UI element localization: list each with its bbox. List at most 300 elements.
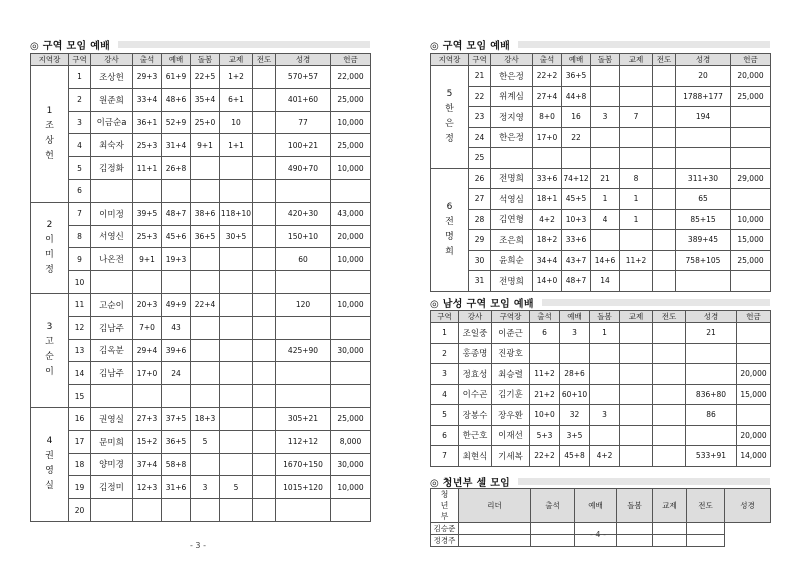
table-cell <box>620 127 653 148</box>
page-number: - 4 - <box>590 530 606 539</box>
table-cell: 17 <box>69 430 91 453</box>
district-worship-table-p4 <box>430 53 771 292</box>
table-cell <box>91 385 133 408</box>
table-cell: 836+80 <box>686 384 737 405</box>
table-cell: 4 <box>431 384 459 405</box>
table-cell: 24 <box>162 362 191 385</box>
table-cell: 21 <box>686 323 737 344</box>
table-cell <box>591 148 620 169</box>
table-cell: 21 <box>469 66 491 87</box>
table-cell: 26 <box>469 168 491 189</box>
table-cell: 8 <box>620 168 653 189</box>
table-cell <box>191 271 220 294</box>
table-cell <box>653 384 686 405</box>
table-cell: 5 <box>191 430 220 453</box>
table-cell: 18 <box>69 453 91 476</box>
table-cell: 11+1 <box>133 157 162 180</box>
column-header: 전도 <box>653 311 686 323</box>
table-cell <box>220 362 253 385</box>
table-cell: 150+10 <box>276 225 331 248</box>
table-row <box>431 107 771 128</box>
table-cell: 23 <box>469 107 491 128</box>
table-cell: 16 <box>69 407 91 430</box>
table-cell: 30 <box>469 250 491 271</box>
table-cell <box>590 425 620 446</box>
table-cell: 48+7 <box>562 271 591 292</box>
table-cell <box>653 127 676 148</box>
table-cell: 15 <box>69 385 91 408</box>
table-cell <box>191 157 220 180</box>
table-cell: 36+1 <box>133 111 162 134</box>
table-cell <box>590 384 620 405</box>
table-row <box>431 384 771 405</box>
column-header: 헌금 <box>737 311 771 323</box>
table-cell: 위계심 <box>491 86 533 107</box>
table-cell <box>253 499 276 522</box>
table-cell <box>562 148 591 169</box>
column-header: 구역장 <box>492 311 530 323</box>
table-cell: 1+2 <box>220 66 253 89</box>
table-cell: 윤희순 <box>491 250 533 271</box>
column-header: 지역장 <box>431 54 469 66</box>
table-cell: 7 <box>620 107 653 128</box>
table-cell: 20,000 <box>731 66 771 87</box>
table-cell <box>91 499 133 522</box>
table-cell <box>531 535 575 547</box>
table-cell <box>676 148 731 169</box>
table-cell <box>276 499 331 522</box>
table-cell <box>620 364 653 385</box>
district-worship-table-p3 <box>30 53 371 522</box>
table-row <box>31 362 371 385</box>
table-cell: 758+105 <box>676 250 731 271</box>
table-cell <box>591 230 620 251</box>
section-title-district: ◎ 구역 모임 예배 <box>30 38 370 50</box>
table-cell: 최숙자 <box>91 134 133 157</box>
table-cell <box>620 323 653 344</box>
table-cell: 31+6 <box>162 476 191 499</box>
table-cell: 10 <box>220 111 253 134</box>
table-cell: 490+70 <box>276 157 331 180</box>
table-cell: 45+5 <box>562 189 591 210</box>
table-cell: 전명희 <box>491 168 533 189</box>
table-cell: 27 <box>469 189 491 210</box>
table-cell: 9+1 <box>191 134 220 157</box>
table-cell: 14+0 <box>533 271 562 292</box>
table-row <box>431 271 771 292</box>
table-cell <box>253 66 276 89</box>
table-cell: 권영실 <box>91 407 133 430</box>
table-cell <box>620 271 653 292</box>
table-cell: 420+30 <box>276 202 331 225</box>
table-cell <box>653 405 686 426</box>
table-cell: 서영신 <box>91 225 133 248</box>
table-cell: 25,000 <box>731 250 771 271</box>
table-cell <box>560 343 590 364</box>
table-cell: 이준근 <box>492 323 530 344</box>
table-row <box>31 430 371 453</box>
table-cell: 이수곤 <box>459 384 492 405</box>
table-cell <box>191 248 220 271</box>
table-cell: 김남주 <box>91 362 133 385</box>
district-leader-cell <box>31 407 69 521</box>
table-cell: 20 <box>69 499 91 522</box>
column-header: 교제 <box>220 54 253 66</box>
table-cell <box>276 271 331 294</box>
district-leader-cell <box>31 202 69 293</box>
table-cell: 14,000 <box>737 446 771 467</box>
table-row <box>31 111 371 134</box>
table-cell: 58+8 <box>162 453 191 476</box>
table-cell <box>676 271 731 292</box>
table-row <box>431 148 771 169</box>
table-cell: 4 <box>591 209 620 230</box>
column-header: 구역 <box>431 311 459 323</box>
table-cell <box>331 385 371 408</box>
table-cell: 김기훈 <box>492 384 530 405</box>
table-cell <box>591 66 620 87</box>
table-cell <box>253 179 276 202</box>
table-cell <box>737 405 771 426</box>
table-cell: 425+90 <box>276 339 331 362</box>
table-cell: 20 <box>676 66 731 87</box>
table-row <box>431 323 771 344</box>
table-cell: 86 <box>686 405 737 426</box>
table-cell <box>253 316 276 339</box>
table-cell <box>653 250 676 271</box>
table-cell: 7+0 <box>133 316 162 339</box>
table-cell: 20,000 <box>737 425 771 446</box>
table-cell: 30,000 <box>331 339 371 362</box>
table-cell: 한은정 <box>491 66 533 87</box>
table-cell <box>653 189 676 210</box>
table-cell: 61+9 <box>162 66 191 89</box>
table-cell: 49+9 <box>162 293 191 316</box>
table-row <box>31 385 371 408</box>
column-header: 구역 <box>69 54 91 66</box>
table-cell: 52+9 <box>162 111 191 134</box>
table-cell: 정지영 <box>491 107 533 128</box>
table-cell: 48+6 <box>162 88 191 111</box>
table-cell <box>276 316 331 339</box>
table-cell <box>731 127 771 148</box>
table-cell: 37+4 <box>133 453 162 476</box>
table-row <box>431 343 771 364</box>
table-cell <box>220 271 253 294</box>
table-row <box>31 316 371 339</box>
table-row <box>431 168 771 189</box>
table-cell: 29+3 <box>133 66 162 89</box>
table-cell: 문미희 <box>91 430 133 453</box>
table-cell <box>191 362 220 385</box>
column-header: 헌금 <box>731 54 771 66</box>
table-cell: 5 <box>69 157 91 180</box>
table-cell <box>91 179 133 202</box>
table-cell: 2 <box>69 88 91 111</box>
table-cell: 60 <box>276 248 331 271</box>
table-cell: 30,000 <box>331 453 371 476</box>
table-cell: 7 <box>69 202 91 225</box>
table-cell: 25 <box>469 148 491 169</box>
table-cell <box>331 499 371 522</box>
district-leader-label: 4 권 영 실 <box>45 436 54 492</box>
table-cell: 9 <box>69 248 91 271</box>
column-header: 교제 <box>653 489 687 523</box>
table-cell: 조일중 <box>459 323 492 344</box>
table-cell: 최승렬 <box>492 364 530 385</box>
table-cell <box>191 385 220 408</box>
table-cell: 이재선 <box>492 425 530 446</box>
table-cell <box>530 343 560 364</box>
table-cell: 39+6 <box>162 339 191 362</box>
table-cell <box>191 499 220 522</box>
table-cell: 570+57 <box>276 66 331 89</box>
table-cell: 33+6 <box>562 230 591 251</box>
table-cell <box>253 202 276 225</box>
table-cell: 4 <box>69 134 91 157</box>
table-cell: 최현식 <box>459 446 492 467</box>
table-cell: 29,000 <box>731 168 771 189</box>
table-cell <box>253 225 276 248</box>
table-cell: 77 <box>276 111 331 134</box>
table-cell <box>220 339 253 362</box>
table-cell: 장우환 <box>492 405 530 426</box>
table-cell: 6 <box>431 425 459 446</box>
table-cell <box>220 316 253 339</box>
table-cell: 11 <box>69 293 91 316</box>
table-cell: 17+0 <box>533 127 562 148</box>
section-title-men: ◎ 남성 구역 모임 예배 <box>430 296 770 308</box>
table-cell: 3 <box>560 323 590 344</box>
table-cell <box>653 66 676 87</box>
table-cell: 118+10 <box>220 202 253 225</box>
table-row <box>431 230 771 251</box>
table-cell: 16 <box>562 107 591 128</box>
table-cell <box>253 88 276 111</box>
table-cell: 8 <box>69 225 91 248</box>
table-cell <box>220 248 253 271</box>
table-cell: 112+12 <box>276 430 331 453</box>
column-header: 강사 <box>91 54 133 66</box>
table-cell: 5+3 <box>530 425 560 446</box>
table-row <box>431 446 771 467</box>
table-cell <box>191 453 220 476</box>
table-cell: 8+0 <box>533 107 562 128</box>
table-cell <box>91 271 133 294</box>
table-cell: 15+2 <box>133 430 162 453</box>
table-cell: 25+3 <box>133 134 162 157</box>
table-cell <box>531 523 575 535</box>
table-cell: 1+1 <box>220 134 253 157</box>
table-cell: 3 <box>69 111 91 134</box>
table-cell: 20,000 <box>331 225 371 248</box>
table-cell: 36+5 <box>562 66 591 87</box>
table-cell: 2 <box>431 343 459 364</box>
table-cell: 45+8 <box>560 446 590 467</box>
column-header: 예배 <box>562 54 591 66</box>
table-cell <box>331 316 371 339</box>
table-cell: 31+4 <box>162 134 191 157</box>
table-cell: 4+2 <box>533 209 562 230</box>
table-cell: 28+6 <box>560 364 590 385</box>
table-cell <box>253 248 276 271</box>
table-cell: 4+2 <box>590 446 620 467</box>
table-cell: 5 <box>220 476 253 499</box>
table-row <box>31 499 371 522</box>
table-row <box>431 127 771 148</box>
table-row <box>431 425 771 446</box>
column-header: 출석 <box>531 489 575 523</box>
table-cell: 44+8 <box>562 86 591 107</box>
district-leader-cell <box>31 293 69 407</box>
table-cell <box>331 179 371 202</box>
table-cell <box>731 107 771 128</box>
table-cell <box>331 362 371 385</box>
table-cell <box>220 157 253 180</box>
table-cell: 9+1 <box>133 248 162 271</box>
table-cell <box>737 343 771 364</box>
table-cell: 48+7 <box>162 202 191 225</box>
table-cell: 김옥분 <box>91 339 133 362</box>
table-row <box>31 88 371 111</box>
table-cell <box>276 179 331 202</box>
table-cell <box>620 384 653 405</box>
table-cell: 21+2 <box>530 384 560 405</box>
table-cell <box>253 453 276 476</box>
table-cell: 26+8 <box>162 157 191 180</box>
table-cell <box>133 271 162 294</box>
table-cell <box>653 535 687 547</box>
table-cell <box>220 430 253 453</box>
table-cell: 김연형 <box>491 209 533 230</box>
table-cell: 36+5 <box>162 430 191 453</box>
table-cell: 1015+120 <box>276 476 331 499</box>
district-leader-label: 3 고 순 이 <box>45 322 54 378</box>
table-row <box>431 405 771 426</box>
column-header: 강사 <box>491 54 533 66</box>
table-row <box>31 476 371 499</box>
table-cell <box>276 362 331 385</box>
table-cell: 1 <box>620 189 653 210</box>
table-cell: 10,000 <box>331 293 371 316</box>
table-cell: 김승준 <box>431 523 459 535</box>
table-row <box>31 225 371 248</box>
district-leader-label: 1 조 상 헌 <box>45 105 54 161</box>
page-3 <box>30 0 370 566</box>
table-cell: 11+2 <box>620 250 653 271</box>
table-cell: 305+21 <box>276 407 331 430</box>
column-header: 전도 <box>253 54 276 66</box>
table-cell: 401+60 <box>276 88 331 111</box>
table-cell: 74+12 <box>562 168 591 189</box>
table-row <box>31 248 371 271</box>
table-cell <box>620 425 653 446</box>
table-cell: 18+1 <box>533 189 562 210</box>
table-cell <box>331 271 371 294</box>
table-cell <box>731 148 771 169</box>
table-row <box>31 271 371 294</box>
table-cell <box>590 364 620 385</box>
table-cell: 진광호 <box>492 343 530 364</box>
table-cell <box>620 405 653 426</box>
table-cell <box>162 499 191 522</box>
column-header: 예배 <box>560 311 590 323</box>
table-cell: 12 <box>69 316 91 339</box>
table-row <box>31 453 371 476</box>
table-cell <box>253 157 276 180</box>
table-cell: 389+45 <box>676 230 731 251</box>
table-cell: 194 <box>676 107 731 128</box>
table-cell <box>491 148 533 169</box>
table-cell: 10,000 <box>331 248 371 271</box>
district-leader-cell <box>431 66 469 169</box>
table-cell: 한은정 <box>491 127 533 148</box>
table-cell: 6 <box>69 179 91 202</box>
table-cell <box>687 523 725 535</box>
table-cell: 10,000 <box>331 476 371 499</box>
table-cell: 10 <box>69 271 91 294</box>
column-header: 성경 <box>686 311 737 323</box>
table-cell <box>591 86 620 107</box>
table-cell: 22+4 <box>191 293 220 316</box>
table-row <box>431 189 771 210</box>
table-cell: 8,000 <box>331 430 371 453</box>
column-header: 예배 <box>575 489 617 523</box>
district-leader-label: 6 전 명 희 <box>445 201 454 257</box>
table-cell: 정효성 <box>459 364 492 385</box>
table-cell <box>676 127 731 148</box>
table-cell: 22 <box>562 127 591 148</box>
table-cell: 6+1 <box>220 88 253 111</box>
table-cell: 31 <box>469 271 491 292</box>
table-cell: 양미경 <box>91 453 133 476</box>
table-cell: 홍종명 <box>459 343 492 364</box>
column-header: 구역 <box>469 54 491 66</box>
table-cell: 이미정 <box>91 202 133 225</box>
table-cell <box>459 523 531 535</box>
table-cell <box>620 86 653 107</box>
column-header: 전도 <box>687 489 725 523</box>
table-cell: 85+15 <box>676 209 731 230</box>
table-cell <box>253 430 276 453</box>
table-cell <box>253 362 276 385</box>
table-cell <box>653 446 686 467</box>
table-cell <box>253 134 276 157</box>
district-leader-label: 2 이 미 정 <box>45 219 54 275</box>
table-cell <box>617 535 653 547</box>
table-cell: 32 <box>560 405 590 426</box>
table-cell <box>620 66 653 87</box>
table-cell: 이금순a <box>91 111 133 134</box>
table-cell: 원준희 <box>91 88 133 111</box>
section-title-district-2: ◎ 구역 모임 예배 <box>430 38 770 50</box>
table-cell: 36+5 <box>191 225 220 248</box>
table-cell: 25,000 <box>331 88 371 111</box>
table-cell: 38+6 <box>191 202 220 225</box>
table-cell <box>253 385 276 408</box>
table-row <box>31 134 371 157</box>
table-cell <box>686 343 737 364</box>
column-header: 출석 <box>530 311 560 323</box>
column-header: 교제 <box>620 54 653 66</box>
table-cell: 10,000 <box>731 209 771 230</box>
table-cell <box>653 425 686 446</box>
table-cell <box>653 168 676 189</box>
table-cell <box>653 343 686 364</box>
table-cell <box>191 316 220 339</box>
table-cell: 조상헌 <box>91 66 133 89</box>
table-cell <box>253 339 276 362</box>
